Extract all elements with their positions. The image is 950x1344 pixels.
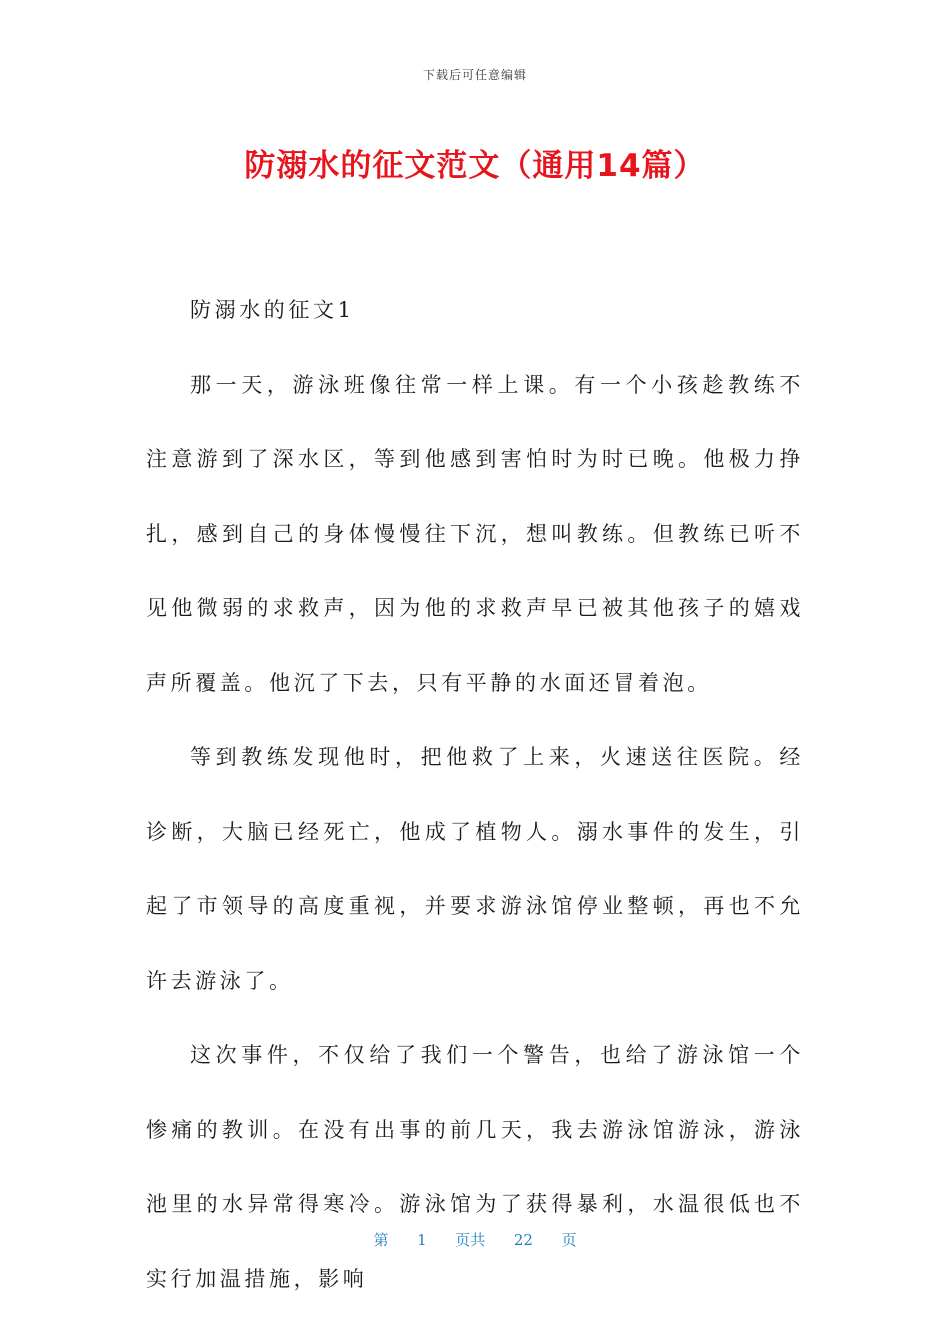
paragraph-1: 那一天，游泳班像往常一样上课。有一个小孩趁教练不注意游到了深水区，等到他感到害怕时为时已晚。他极力挣扎，感到自己的身体慢慢往下沉，想叫教练。但教练已听不见他微弱的求救声，因为他的求救声早已被其他孩子的嬉戏声所覆盖。他沉了下去，只有平静的水面还冒着泡。 bbox=[146, 372, 804, 695]
page-label-prefix: 第 bbox=[373, 1231, 389, 1249]
header-note: 下载后可任意编辑 bbox=[422, 68, 527, 82]
document-body bbox=[146, 273, 804, 1316]
paragraph-3: 这次事件，不仅给了我们一个警告，也给了游泳馆一个惨痛的教训。在没有出事的前几天，我去游泳馆游泳，游泳池里的水异常得寒冷。游泳馆为了获得暴利，水温很低也不实行加温措施，影响 bbox=[146, 1043, 804, 1291]
page-label-suffix: 页 bbox=[561, 1231, 577, 1249]
total-pages-number: 22 bbox=[513, 1231, 533, 1249]
current-page-number: 1 bbox=[417, 1231, 427, 1249]
page-label-mid: 页共 bbox=[455, 1231, 486, 1249]
paragraph-2: 等到教练发现他时，把他救了上来，火速送往医院。经诊断，大脑已经死亡，他成了植物人。溺水事件的发生，引起了市领导的高度重视，并要求游泳馆停业整顿，再也不允许去游泳了。 bbox=[146, 745, 804, 993]
document-title: 防溺水的征文范文（通用14篇） bbox=[244, 148, 706, 184]
section-heading: 防溺水的征文1 bbox=[190, 298, 355, 322]
page-number-footer bbox=[0, 1229, 950, 1250]
